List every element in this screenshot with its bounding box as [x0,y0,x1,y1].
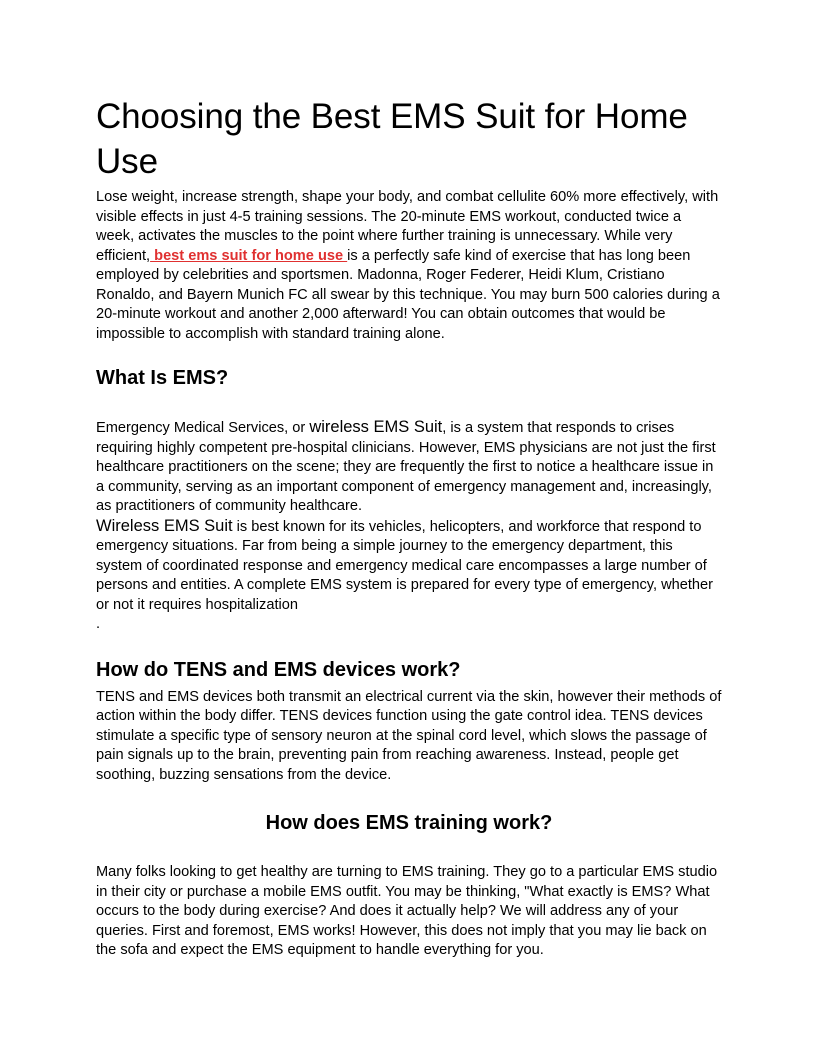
intro-text-after-link: is a perfectly safe kind of exercise that has long been employed by celebrities and sportsmen. Madonna, Roger Federer, Heidi Klum, Cristiano Ronaldo, and Bayern Munich FC all swear by this technique. You may burn 500 calories during a 20-minute workout and another 2,000 afterward! You can obtain outcomes that would be impossible to accomplish with standard training alone. [96,247,720,342]
what-is-ems-p2-after: is best known for its vehicles, helicopters, and workforce that respond to emergency situations. Far from being a simple journey to the emergency department, this system of coordinated response and emergency medical care encompasses a large number of persons and entities. A complete EMS system is prepared for every type of emergency, whether or not it requires hospitalization [96,518,714,613]
wireless-ems-suit-text: wireless EMS Suit [309,418,443,436]
section-heading-ems-training: How does EMS training work? [265,812,553,834]
section-heading-what-is-ems: What Is EMS? [96,367,229,389]
page-title: Choosing the Best EMS Suit for Home Use [96,97,688,181]
document-page [96,94,722,961]
best-ems-suit-link[interactable]: best ems suit for home use [150,247,348,264]
tens-ems-paragraph: TENS and EMS devices both transmit an electrical current via the skin, however their methods of action within the body differ. TENS devices function using the gate control idea. TENS devices stimulate a specific type of sensory neuron at the spinal cord level, which slows the passage of pain signals up to the brain, preventing pain from reaching awareness. Instead, people get soothing, buzzing sensations from the device. [96,688,722,783]
what-is-ems-paragraph-3: . [96,616,101,632]
what-is-ems-p1-before: Emergency Medical Services, or [96,420,310,436]
section-heading-tens-ems: How do TENS and EMS devices work? [96,658,461,681]
wireless-ems-suit-heading-text: Wireless EMS Suit [96,516,233,535]
what-is-ems-paragraph-2 [96,517,722,616]
what-is-ems-paragraph-1 [96,418,722,517]
what-is-ems-p1-after: , is a system that responds to crises requiring highly competent pre-hospital clinicians. However, EMS physicians are not just the first healthcare practitioners on the scene; they are frequently the first to notice a healthcare issue in a community, serving as an important component of emergency management and, increasingly, as practitioners of community healthcare. [96,420,716,514]
ems-training-paragraph: Many folks looking to get healthy are turning to EMS training. They go to a particular EMS studio in their city or purchase a mobile EMS outfit. You may be thinking, "What exactly is EMS? What occurs to the body during exercise? And does it actually help? We will address any of your queries. First and foremost, EMS works! However, this does not imply that you may lie back on the sofa and expect the EMS equipment to handle everything for you. [96,864,718,958]
intro-paragraph [96,188,722,344]
intro-text-before-link: Lose weight, increase strength, shape your body, and combat cellulite 60% more effectively, with visible effects in just 4-5 training sessions. The 20-minute EMS workout, conducted twice a week, activates the muscles to the point where further training is unnecessary. While very efficient, [96,189,719,264]
